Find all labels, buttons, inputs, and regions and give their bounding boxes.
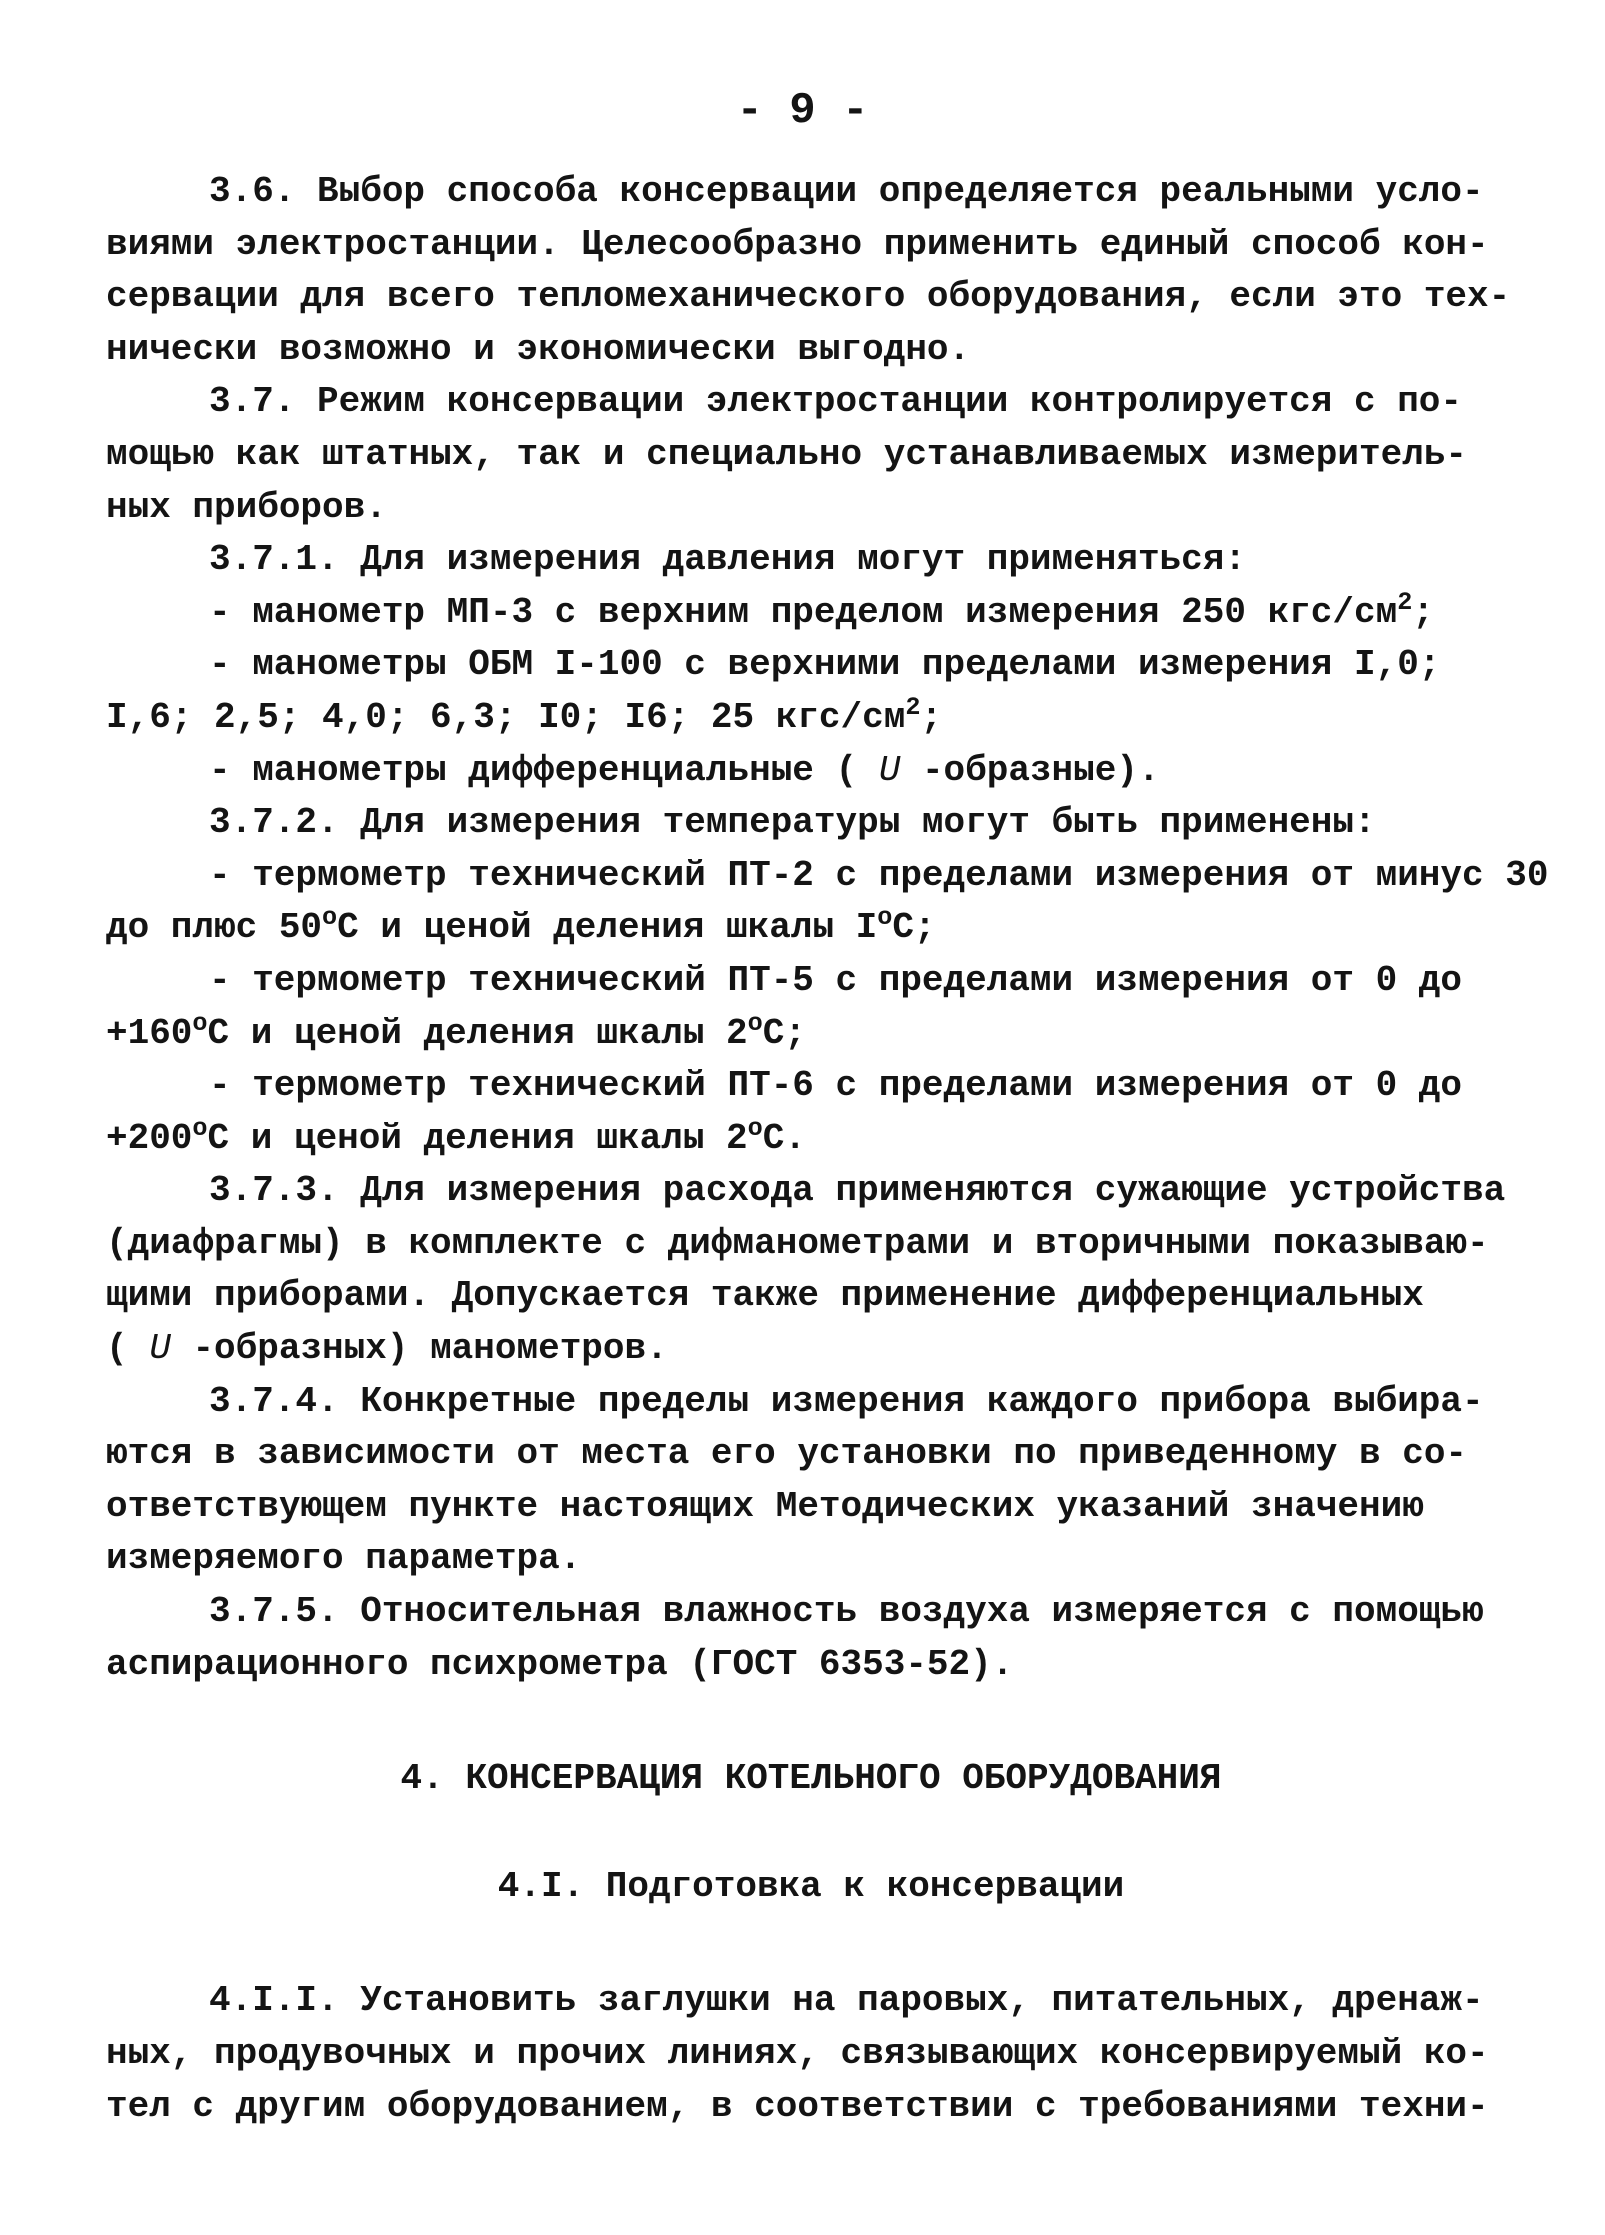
page-body (106, 166, 1549, 2133)
superscript: 2 (905, 692, 921, 722)
text-line: аспирационного психрометра (ГОСТ 6353-52). (106, 1643, 1014, 1685)
subsection-heading: 4.I. Подготовка к консервации (497, 1865, 1125, 1907)
list-item-pt6: - термометр технический ПТ-6 с пределами измерения от 0 до (209, 1065, 1463, 1107)
text-line: тел с другим оборудованием, в соответствии с требованиями техни- (106, 2085, 1489, 2127)
text-line: измеряемого параметра. (106, 1538, 582, 1580)
text-line: щими приборами. Допускается также применение дифференциальных (106, 1275, 1424, 1317)
text-fragment: - манометр МП-3 с верхним пределом измерения 250 кгс/см (209, 591, 1398, 633)
text-fragment: ; (1412, 591, 1434, 633)
text-fragment: - манометры дифференциальные ( (209, 749, 858, 791)
paragraph-3-7-2: 3.7.2. Для измерения температуры могут быть применены: (209, 802, 1376, 844)
text-line: виями электростанции. Целесообразно применить единый способ кон- (106, 223, 1489, 265)
text-line: 3.6. Выбор способа консервации определяется реальными усло- (209, 171, 1484, 212)
list-item-diff (106, 745, 1516, 798)
paragraph-3-7-5 (106, 1586, 1516, 1691)
text-fragment: +160 (106, 1012, 193, 1054)
u-symbol: U (878, 749, 901, 791)
text-fragment: до плюс 50 (106, 907, 323, 949)
text-fragment: +200 (106, 1117, 193, 1159)
text-fragment: -образные). (921, 749, 1160, 791)
text-line: мощью как штатных, так и специально устанавливаемых измеритель- (106, 433, 1468, 475)
text-line: сервации для всего тепломеханического оборудования, если это тех- (106, 276, 1511, 318)
text-fragment: I,6; 2,5; 4,0; 6,3; I0; I6; 25 кгс/см (106, 696, 906, 738)
text-fragment: ( (106, 1328, 128, 1370)
text-line: ются в зависимости от места его установки по приведенному в со- (106, 1433, 1468, 1475)
text-line (106, 1323, 1516, 1376)
degree-mark: о (747, 1008, 763, 1038)
list-item-pt5-continued (106, 1008, 1516, 1061)
text-fragment: С; (762, 1012, 806, 1054)
spacer (106, 1913, 1516, 1975)
paragraph-3-6 (106, 166, 1516, 376)
paragraph-3-7-3 (106, 1165, 1516, 1375)
text-line: (диафрагмы) в комплекте с дифманометрами и вторичными показываю- (106, 1222, 1489, 1264)
text-line: ответствующем пункте настоящих Методических указаний значению (106, 1485, 1424, 1527)
text-fragment: -образных) манометров. (192, 1328, 668, 1370)
text-line: 3.7. Режим консервации электростанции контролируется с по- (209, 381, 1463, 423)
text-line: ных, продувочных и прочих линиях, связывающих консервируемый ко- (106, 2033, 1489, 2074)
list-item-obm-continued (106, 692, 1516, 745)
text-fragment: С и ценой деления шкалы 2 (207, 1117, 748, 1159)
text-fragment: ; (920, 696, 943, 738)
list-item-pt2-continued (106, 902, 1516, 955)
section-heading: 4. КОНСЕРВАЦИЯ КОТЕЛЬНОГО ОБОРУДОВАНИЯ (400, 1758, 1222, 1800)
list-item-pt2: - термометр технический ПТ-2 с пределами измерения от минус 30 (209, 854, 1549, 896)
list-item-obm: - манометры ОБМ I-100 с верхними пределами измерения I,0; (209, 644, 1441, 686)
text-fragment: С и ценой деления шкалы I (337, 907, 878, 949)
superscript: 2 (1397, 587, 1413, 617)
list-item-pt6-continued (106, 1113, 1516, 1166)
text-fragment: С; (892, 907, 936, 949)
paragraph-3-7-4 (106, 1376, 1516, 1586)
degree-mark: о (322, 903, 338, 933)
paragraph-3-7 (106, 376, 1516, 534)
degree-mark: о (877, 903, 893, 933)
degree-mark: о (747, 1113, 763, 1143)
text-line: ных приборов. (106, 486, 387, 528)
text-line: нически возможно и экономически выгодно. (106, 328, 971, 370)
text-line: 3.7.5. Относительная влажность воздуха измеряется с помощью (209, 1591, 1484, 1633)
paragraph-4-1-1 (106, 1975, 1516, 2133)
paragraph-3-7-1: 3.7.1. Для измерения давления могут применяться: (209, 539, 1246, 581)
degree-mark: о (192, 1008, 208, 1038)
text-line: 4.I.I. Установить заглушки на паровых, питательных, дренаж- (209, 1980, 1484, 2022)
text-fragment: С. (762, 1117, 806, 1159)
text-line: 3.7.4. Конкретные пределы измерения каждого прибора выбира- (209, 1380, 1484, 1422)
u-symbol: U (149, 1328, 171, 1370)
page-number: - 9 - (736, 86, 869, 136)
text-fragment: С и ценой деления шкалы 2 (207, 1012, 748, 1054)
list-item-mp3 (106, 587, 1516, 640)
degree-mark: о (192, 1113, 208, 1143)
text-line: 3.7.3. Для измерения расхода применяются сужающие устройства (209, 1170, 1506, 1212)
list-item-pt5: - термометр технический ПТ-5 с пределами измерения от 0 до (209, 959, 1463, 1001)
